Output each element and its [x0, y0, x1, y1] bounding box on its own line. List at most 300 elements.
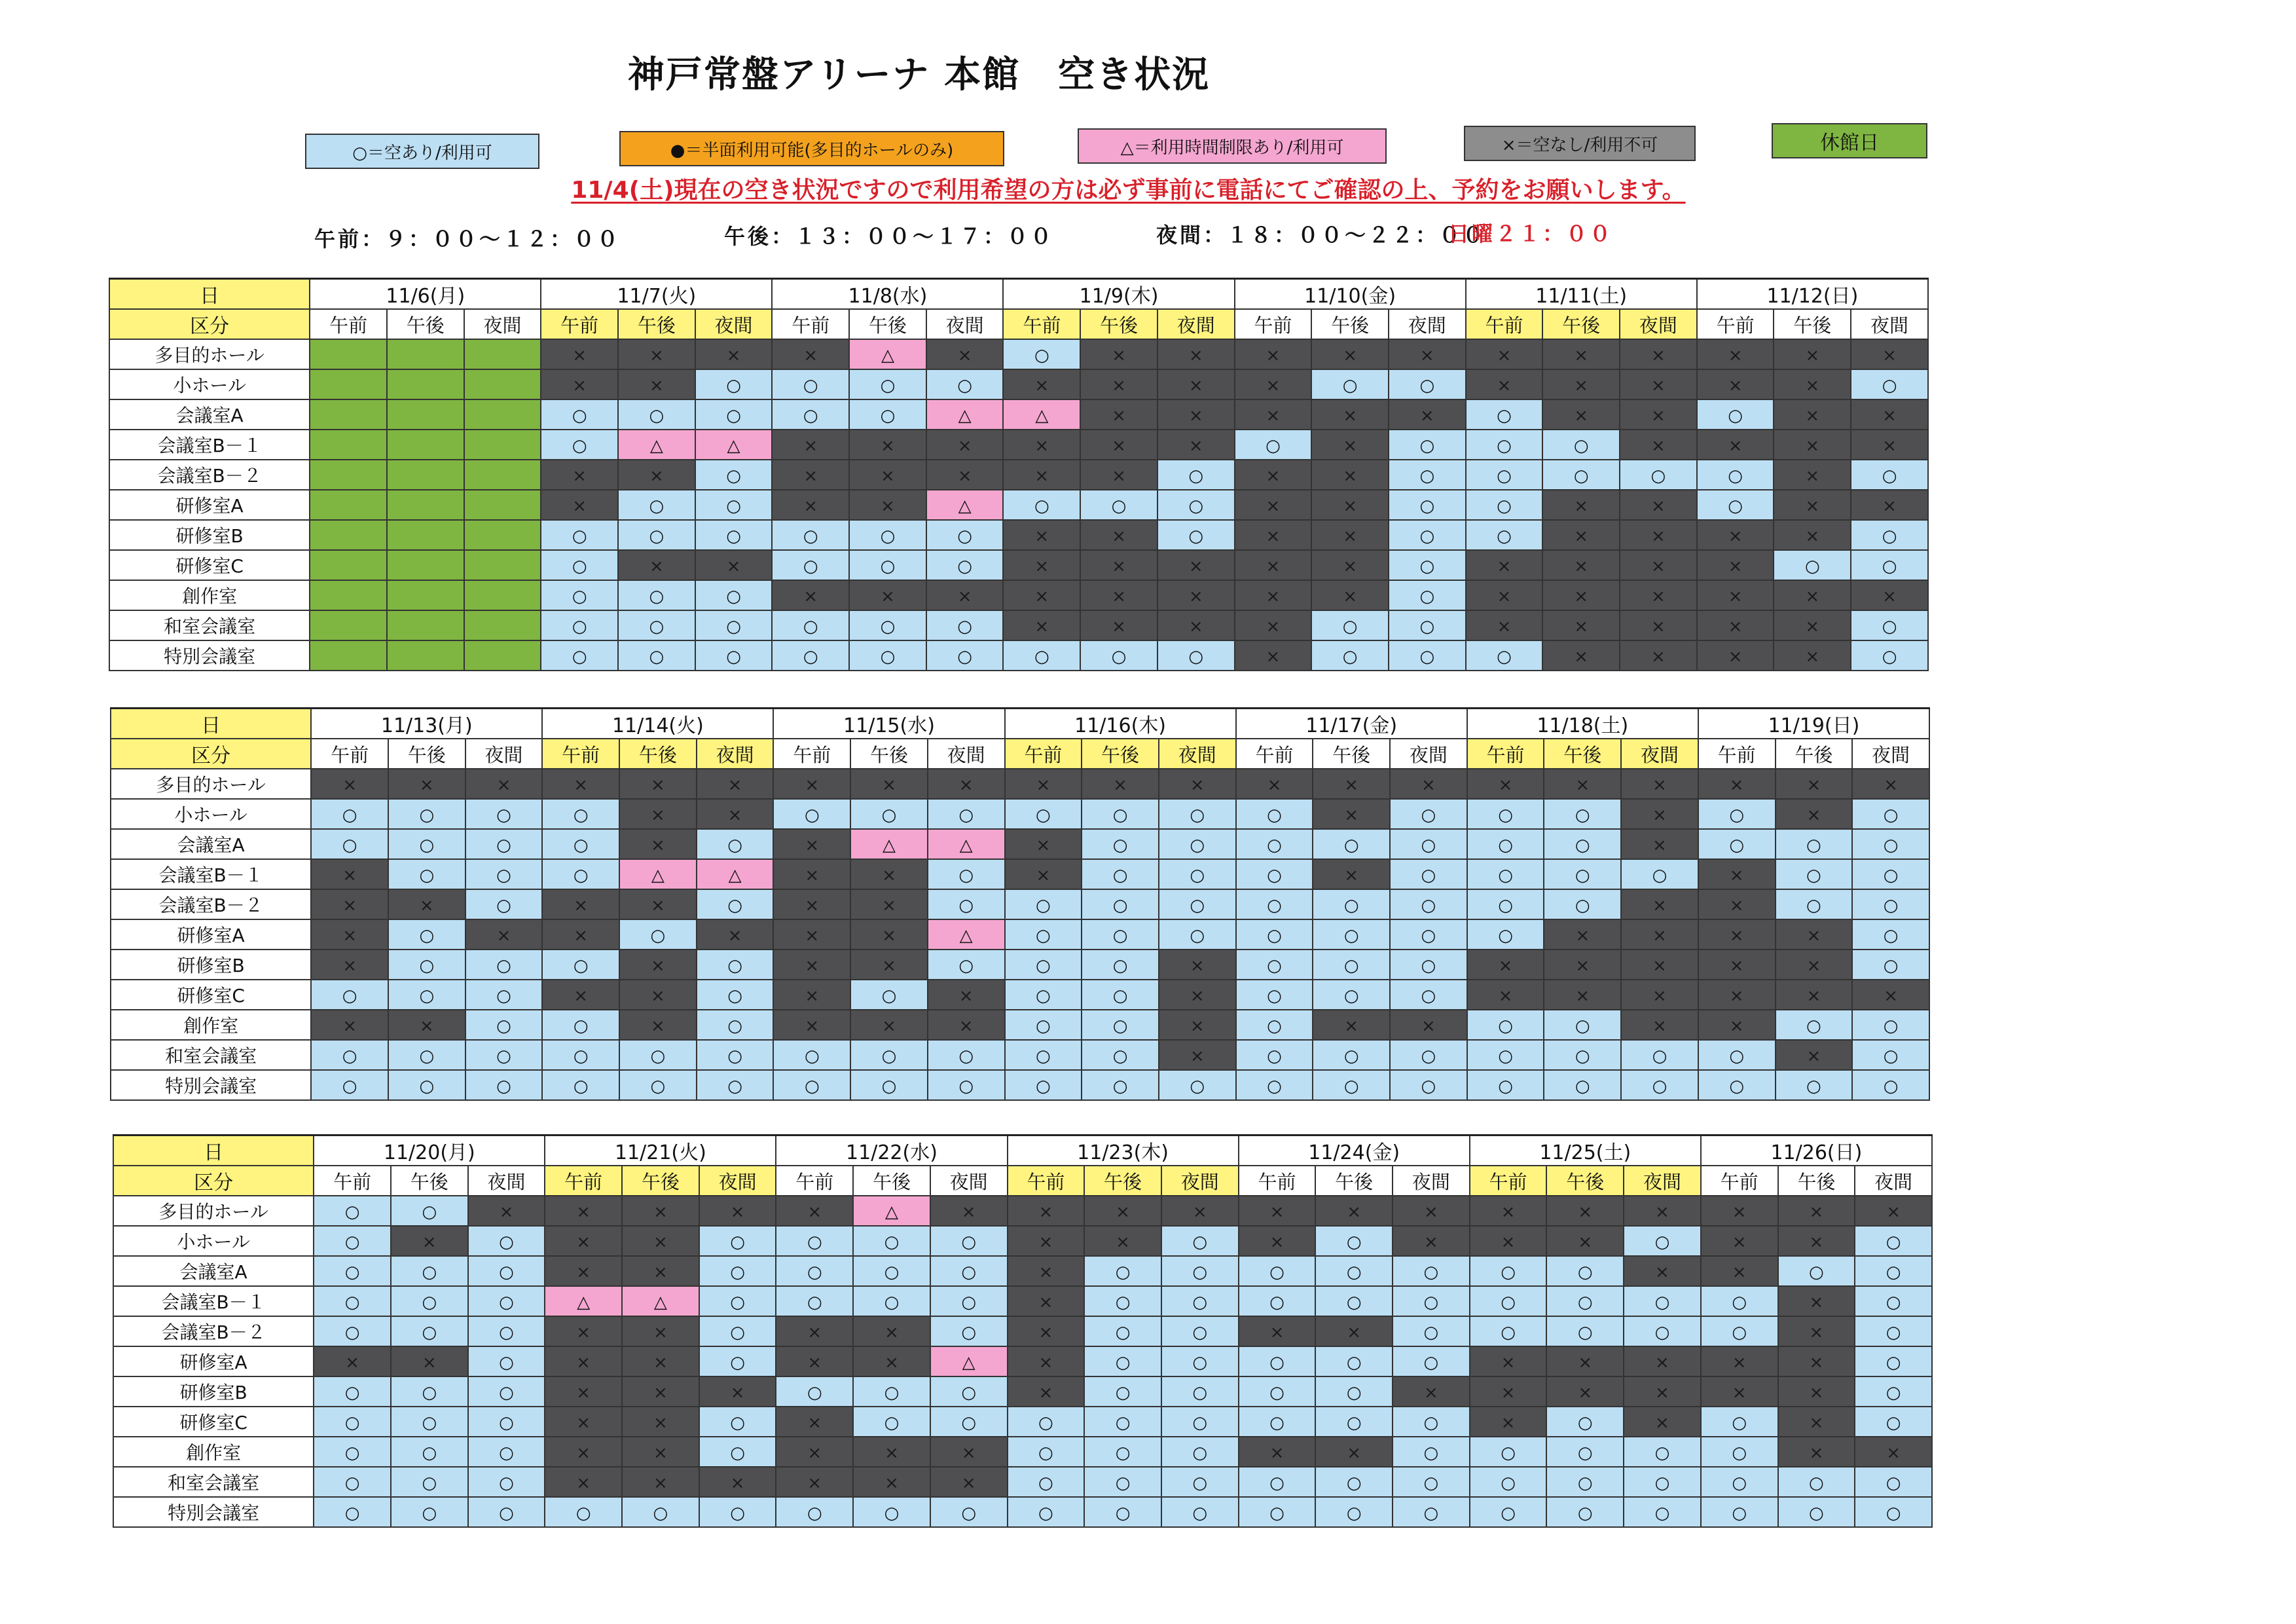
availability-cell — [1855, 1286, 1932, 1316]
availability-cell — [1467, 799, 1544, 829]
date-header: 11/26(日) — [1701, 1135, 1932, 1166]
availability-cell — [1080, 339, 1157, 369]
availability-cell — [1003, 640, 1080, 671]
availability-symbol: ○ — [499, 1443, 514, 1463]
availability-cell — [850, 980, 928, 1010]
availability-cell — [1542, 640, 1620, 671]
availability-cell — [849, 550, 926, 580]
availability-symbol: × — [1805, 435, 1820, 456]
availability-cell — [1239, 1497, 1316, 1527]
period-header: 午前 — [311, 739, 388, 769]
table-row — [111, 980, 1929, 1010]
availability-symbol: × — [1501, 1412, 1516, 1433]
availability-cell — [850, 919, 928, 950]
availability-cell — [388, 889, 465, 919]
availability-symbol: × — [1112, 466, 1126, 486]
availability-cell — [465, 769, 543, 799]
availability-cell — [1157, 430, 1235, 460]
availability-symbol: ○ — [1729, 805, 1744, 825]
period-header: 夜間 — [1157, 309, 1235, 339]
availability-symbol: × — [649, 466, 664, 486]
availability-cell — [1466, 490, 1543, 520]
availability-cell — [1159, 1070, 1236, 1100]
availability-symbol: ○ — [1115, 1503, 1131, 1523]
availability-cell — [1697, 520, 1774, 550]
availability-symbol: ○ — [1886, 1352, 1901, 1373]
availability-symbol: ○ — [344, 1262, 360, 1282]
availability-symbol: ○ — [726, 526, 741, 546]
availability-cell — [776, 1256, 853, 1286]
availability-symbol: ○ — [730, 1262, 745, 1282]
availability-symbol: △ — [651, 865, 665, 885]
availability-cell — [695, 369, 773, 399]
availability-cell — [1470, 1497, 1547, 1527]
availability-symbol: × — [1882, 345, 1897, 365]
availability-cell — [773, 829, 850, 859]
availability-cell — [1005, 829, 1082, 859]
availability-cell — [1851, 580, 1928, 610]
availability-symbol: ○ — [422, 1292, 437, 1312]
availability-cell — [622, 1316, 699, 1346]
room-name: 研修室B — [111, 950, 311, 980]
availability-symbol: ○ — [573, 1046, 589, 1066]
availability-symbol: ○ — [1577, 1412, 1593, 1433]
availability-symbol: × — [572, 345, 587, 365]
availability-cell — [1390, 889, 1467, 919]
availability-symbol: ○ — [1652, 1076, 1667, 1096]
availability-cell — [776, 1437, 853, 1467]
room-name: 小ホール — [113, 1226, 314, 1256]
availability-cell — [699, 1467, 776, 1497]
availability-symbol: × — [1267, 775, 1282, 795]
availability-cell — [468, 1376, 545, 1407]
availability-symbol: × — [1190, 986, 1205, 1006]
availability-cell — [1311, 580, 1389, 610]
availability-cell — [314, 1437, 391, 1467]
availability-symbol: × — [653, 1202, 668, 1222]
availability-symbol: × — [805, 955, 820, 976]
availability-symbol: × — [1501, 1352, 1516, 1373]
availability-symbol: × — [1113, 775, 1127, 795]
availability-symbol: × — [805, 986, 820, 1006]
availability-cell — [930, 1346, 1008, 1376]
availability-cell — [387, 369, 464, 399]
availability-cell — [1008, 1497, 1085, 1527]
availability-cell — [850, 1070, 928, 1100]
availability-symbol: × — [1882, 435, 1897, 456]
availability-symbol: ○ — [1188, 646, 1204, 667]
availability-symbol: ○ — [961, 1262, 977, 1282]
availability-cell — [618, 580, 695, 610]
day-label: 日 — [113, 1135, 314, 1166]
availability-symbol: × — [650, 955, 665, 976]
availability-cell — [1698, 1010, 1776, 1040]
availability-symbol: ○ — [958, 955, 974, 976]
availability-symbol: × — [1805, 616, 1820, 637]
availability-cell — [1008, 1286, 1085, 1316]
availability-cell — [1159, 1040, 1236, 1070]
availability-symbol: ○ — [1192, 1473, 1208, 1493]
availability-cell — [1157, 490, 1235, 520]
availability-cell — [464, 460, 541, 490]
availability-cell — [1698, 799, 1776, 829]
availability-symbol: ○ — [727, 895, 742, 915]
availability-symbol: ○ — [1498, 805, 1513, 825]
availability-symbol: × — [1809, 1232, 1824, 1252]
availability-symbol: ○ — [1575, 895, 1590, 915]
availability-cell — [776, 1286, 853, 1316]
availability-cell — [1236, 919, 1313, 950]
availability-symbol: △ — [649, 435, 663, 456]
availability-symbol: × — [1190, 1046, 1205, 1066]
availability-symbol: ○ — [730, 1412, 745, 1433]
availability-symbol: × — [1501, 1202, 1516, 1222]
period-header: 午前 — [1239, 1166, 1316, 1196]
availability-symbol: × — [1574, 556, 1589, 576]
availability-symbol: × — [1574, 616, 1589, 637]
availability-cell — [314, 1196, 391, 1226]
availability-cell — [1235, 460, 1312, 490]
period-header: 午前 — [772, 309, 849, 339]
room-name: 研修室A — [111, 919, 311, 950]
availability-cell — [1470, 1256, 1547, 1286]
availability-cell — [1389, 339, 1466, 369]
availability-symbol: ○ — [1036, 986, 1051, 1006]
date-header: 11/25(土) — [1470, 1135, 1701, 1166]
availability-symbol: × — [1729, 1016, 1744, 1036]
availability-cell — [1697, 399, 1774, 430]
availability-symbol: × — [576, 1443, 591, 1463]
table-row — [109, 610, 1928, 640]
availability-symbol: ○ — [957, 526, 972, 546]
availability-cell — [1855, 1407, 1932, 1437]
availability-symbol: × — [345, 1352, 359, 1373]
availability-symbol: ○ — [1343, 895, 1359, 915]
date-header: 11/23(木) — [1008, 1135, 1239, 1166]
availability-cell — [387, 550, 464, 580]
availability-symbol: × — [1419, 405, 1434, 426]
availability-cell — [618, 369, 695, 399]
availability-symbol: ○ — [1882, 526, 1897, 546]
period-header: 夜間 — [468, 1166, 545, 1196]
availability-cell — [1235, 490, 1312, 520]
availability-cell — [1701, 1286, 1778, 1316]
availability-symbol: ○ — [496, 865, 511, 885]
availability-cell — [1624, 1196, 1701, 1226]
availability-cell — [1855, 1346, 1932, 1376]
availability-cell — [1466, 460, 1543, 490]
availability-symbol: × — [1650, 435, 1666, 456]
availability-cell — [1546, 1437, 1624, 1467]
availability-symbol: × — [1343, 435, 1357, 456]
availability-cell — [1542, 490, 1620, 520]
legend-closed: 休館日 — [1772, 123, 1927, 158]
period-header: 午後 — [618, 309, 695, 339]
availability-symbol: ○ — [727, 986, 742, 1006]
availability-symbol: ○ — [1501, 1443, 1516, 1463]
availability-symbol: ○ — [344, 1503, 360, 1523]
availability-cell — [1624, 1497, 1701, 1527]
availability-cell — [1159, 950, 1236, 980]
availability-symbol: × — [650, 805, 665, 825]
availability-cell — [773, 1070, 850, 1100]
availability-symbol: × — [1343, 586, 1357, 606]
availability-symbol: × — [1652, 955, 1667, 976]
availability-symbol: × — [1574, 646, 1589, 667]
availability-cell — [1466, 339, 1543, 369]
availability-cell — [1082, 919, 1159, 950]
room-name: 会議室B－１ — [111, 859, 311, 889]
period-header: 午前 — [1467, 739, 1544, 769]
availability-symbol: × — [881, 435, 895, 456]
period-header: 午後 — [853, 1166, 930, 1196]
availability-cell — [387, 610, 464, 640]
availability-symbol: ○ — [1423, 1473, 1439, 1493]
availability-symbol: ○ — [422, 1322, 437, 1342]
availability-cell — [1697, 369, 1774, 399]
availability-symbol: × — [1498, 986, 1513, 1006]
availability-symbol: ○ — [499, 1473, 514, 1493]
room-name: 会議室A — [109, 399, 310, 430]
availability-cell — [545, 1407, 622, 1437]
availability-symbol: × — [1423, 1232, 1438, 1252]
availability-symbol: × — [961, 1473, 976, 1493]
availability-cell — [622, 1376, 699, 1407]
availability-cell — [1159, 769, 1236, 799]
availability-symbol: ○ — [1036, 1076, 1051, 1096]
availability-symbol: ○ — [1419, 526, 1435, 546]
availability-symbol: ○ — [1421, 835, 1436, 855]
availability-symbol: × — [576, 1262, 591, 1282]
availability-cell — [1620, 610, 1697, 640]
availability-cell — [1620, 399, 1697, 430]
availability-symbol: ○ — [1343, 955, 1359, 976]
category-label: 区分 — [109, 309, 310, 339]
availability-cell — [1624, 1316, 1701, 1346]
availability-cell — [1542, 550, 1620, 580]
availability-cell — [464, 580, 541, 610]
availability-symbol: ○ — [1423, 1503, 1439, 1523]
availability-symbol: ○ — [1577, 1292, 1593, 1312]
availability-cell — [1776, 1040, 1853, 1070]
availability-cell — [1161, 1226, 1239, 1256]
availability-cell — [468, 1346, 545, 1376]
availability-symbol: ○ — [1112, 925, 1128, 946]
availability-cell — [387, 460, 464, 490]
availability-symbol: × — [1806, 1046, 1821, 1066]
availability-cell — [1855, 1437, 1932, 1467]
availability-symbol: ○ — [880, 375, 896, 396]
availability-symbol: ○ — [573, 835, 589, 855]
availability-symbol: △ — [884, 1202, 898, 1222]
availability-cell — [465, 1040, 543, 1070]
availability-cell — [1701, 1196, 1778, 1226]
availability-cell — [1161, 1407, 1239, 1437]
availability-cell — [388, 799, 465, 829]
availability-symbol: × — [1269, 1443, 1285, 1463]
room-name: 研修室C — [109, 550, 310, 580]
availability-cell — [1774, 369, 1851, 399]
availability-cell — [310, 460, 387, 490]
availability-symbol: ○ — [1498, 835, 1513, 855]
availability-cell — [619, 1010, 697, 1040]
availability-symbol: ○ — [1192, 1382, 1208, 1403]
availability-symbol: × — [574, 775, 589, 795]
availability-symbol: ○ — [807, 1382, 822, 1403]
availability-cell — [314, 1497, 391, 1527]
availability-cell — [1852, 1010, 1929, 1040]
availability-cell — [1389, 490, 1466, 520]
availability-cell — [1236, 1010, 1313, 1040]
availability-symbol: × — [649, 345, 664, 365]
room-name: 研修室A — [109, 490, 310, 520]
availability-cell — [1161, 1346, 1239, 1376]
availability-cell — [1311, 369, 1389, 399]
availability-symbol: × — [1806, 805, 1821, 825]
availability-symbol: ○ — [1728, 466, 1743, 486]
availability-symbol: △ — [881, 345, 894, 365]
availability-cell — [1239, 1407, 1316, 1437]
availability-symbol: × — [1034, 616, 1049, 637]
availability-cell — [926, 369, 1004, 399]
period-header: 午前 — [542, 739, 619, 769]
availability-symbol: ○ — [1882, 646, 1897, 667]
availability-symbol: × — [419, 895, 434, 915]
availability-symbol: ○ — [342, 986, 357, 1006]
availability-symbol: × — [1501, 1232, 1516, 1252]
availability-cell — [1698, 950, 1776, 980]
room-name: 小ホール — [111, 799, 311, 829]
availability-symbol: ○ — [958, 1046, 974, 1066]
period-header: 夜間 — [1393, 1166, 1470, 1196]
availability-symbol: ○ — [572, 526, 587, 546]
availability-symbol: ○ — [1038, 1473, 1053, 1493]
availability-cell — [1389, 640, 1466, 671]
availability-cell — [1620, 550, 1697, 580]
availability-symbol: ○ — [1192, 1412, 1208, 1433]
availability-symbol: ○ — [1346, 1292, 1362, 1312]
availability-cell — [545, 1196, 622, 1226]
availability-symbol: × — [807, 1202, 822, 1222]
availability-symbol: × — [1732, 1232, 1747, 1252]
availability-cell — [619, 1070, 697, 1100]
availability-symbol: ○ — [1190, 835, 1205, 855]
availability-symbol: ○ — [572, 646, 587, 667]
availability-symbol: × — [1190, 775, 1205, 795]
availability-cell — [1008, 1256, 1085, 1286]
availability-cell — [387, 339, 464, 369]
availability-symbol: × — [576, 1202, 591, 1222]
availability-symbol: × — [1116, 1202, 1130, 1222]
availability-symbol: × — [1578, 1202, 1593, 1222]
availability-cell — [1624, 1467, 1701, 1497]
availability-cell — [1697, 580, 1774, 610]
period-header: 夜間 — [1621, 739, 1698, 769]
availability-symbol: ○ — [961, 1503, 977, 1523]
availability-cell — [541, 490, 618, 520]
room-name: 研修室C — [113, 1407, 314, 1437]
availability-cell — [1852, 829, 1929, 859]
availability-symbol: × — [805, 775, 820, 795]
availability-symbol: ○ — [1115, 1262, 1131, 1282]
time-am: 午前：９：００～１２：００ — [314, 227, 621, 251]
availability-symbol: ○ — [1886, 1262, 1901, 1282]
availability-symbol: ○ — [961, 1292, 977, 1312]
availability-symbol: × — [1266, 345, 1281, 365]
availability-cell — [1698, 1070, 1776, 1100]
availability-symbol: ○ — [344, 1232, 360, 1252]
availability-symbol: ○ — [422, 1443, 437, 1463]
availability-symbol: × — [419, 775, 434, 795]
availability-symbol: ○ — [344, 1292, 360, 1312]
availability-cell — [930, 1196, 1008, 1226]
availability-cell — [697, 799, 774, 829]
availability-cell — [1851, 460, 1928, 490]
availability-symbol: × — [1423, 1382, 1438, 1403]
availability-symbol: ○ — [1269, 1412, 1285, 1433]
availability-cell — [387, 490, 464, 520]
date-header: 11/15(水) — [773, 709, 1004, 739]
date-header-row — [113, 1135, 1932, 1166]
availability-cell — [1544, 980, 1621, 1010]
availability-symbol: × — [1574, 586, 1589, 606]
availability-symbol: ○ — [1419, 375, 1435, 396]
availability-symbol: × — [574, 895, 589, 915]
availability-cell — [697, 769, 774, 799]
availability-symbol: ○ — [1575, 1016, 1590, 1036]
availability-cell — [1542, 610, 1620, 640]
availability-symbol: × — [1652, 835, 1667, 855]
availability-cell — [622, 1286, 699, 1316]
availability-symbol: × — [805, 895, 820, 915]
availability-symbol: ○ — [730, 1232, 745, 1252]
availability-cell — [541, 640, 618, 671]
date-header: 11/14(火) — [542, 709, 773, 739]
availability-symbol: × — [1498, 775, 1513, 795]
availability-cell — [853, 1256, 930, 1286]
availability-symbol: ○ — [1806, 1076, 1821, 1096]
availability-cell — [545, 1467, 622, 1497]
availability-symbol: ○ — [958, 1076, 974, 1096]
availability-cell — [542, 859, 619, 889]
availability-cell — [849, 460, 926, 490]
availability-symbol: × — [1809, 1202, 1824, 1222]
availability-cell — [1778, 1467, 1855, 1497]
availability-symbol: ○ — [1732, 1473, 1747, 1493]
availability-cell — [541, 369, 618, 399]
availability-cell — [1389, 430, 1466, 460]
availability-cell — [1778, 1407, 1855, 1437]
availability-symbol: ○ — [1654, 1443, 1670, 1463]
availability-symbol: ○ — [1575, 805, 1590, 825]
availability-symbol: ○ — [499, 1412, 514, 1433]
availability-symbol: × — [1650, 526, 1666, 546]
availability-cell — [1624, 1226, 1701, 1256]
availability-symbol: ○ — [1886, 1503, 1901, 1523]
availability-symbol: △ — [882, 835, 896, 855]
availability-cell — [311, 1040, 388, 1070]
availability-cell — [1774, 550, 1851, 580]
availability-cell — [1082, 829, 1159, 859]
availability-symbol: × — [1190, 1016, 1205, 1036]
availability-symbol: ○ — [1886, 1232, 1901, 1252]
availability-symbol: ○ — [1038, 1412, 1053, 1433]
availability-symbol: ○ — [496, 895, 511, 915]
availability-symbol: ○ — [807, 1232, 822, 1252]
availability-symbol: ○ — [1342, 646, 1358, 667]
availability-cell — [1235, 580, 1312, 610]
availability-cell — [310, 339, 387, 369]
